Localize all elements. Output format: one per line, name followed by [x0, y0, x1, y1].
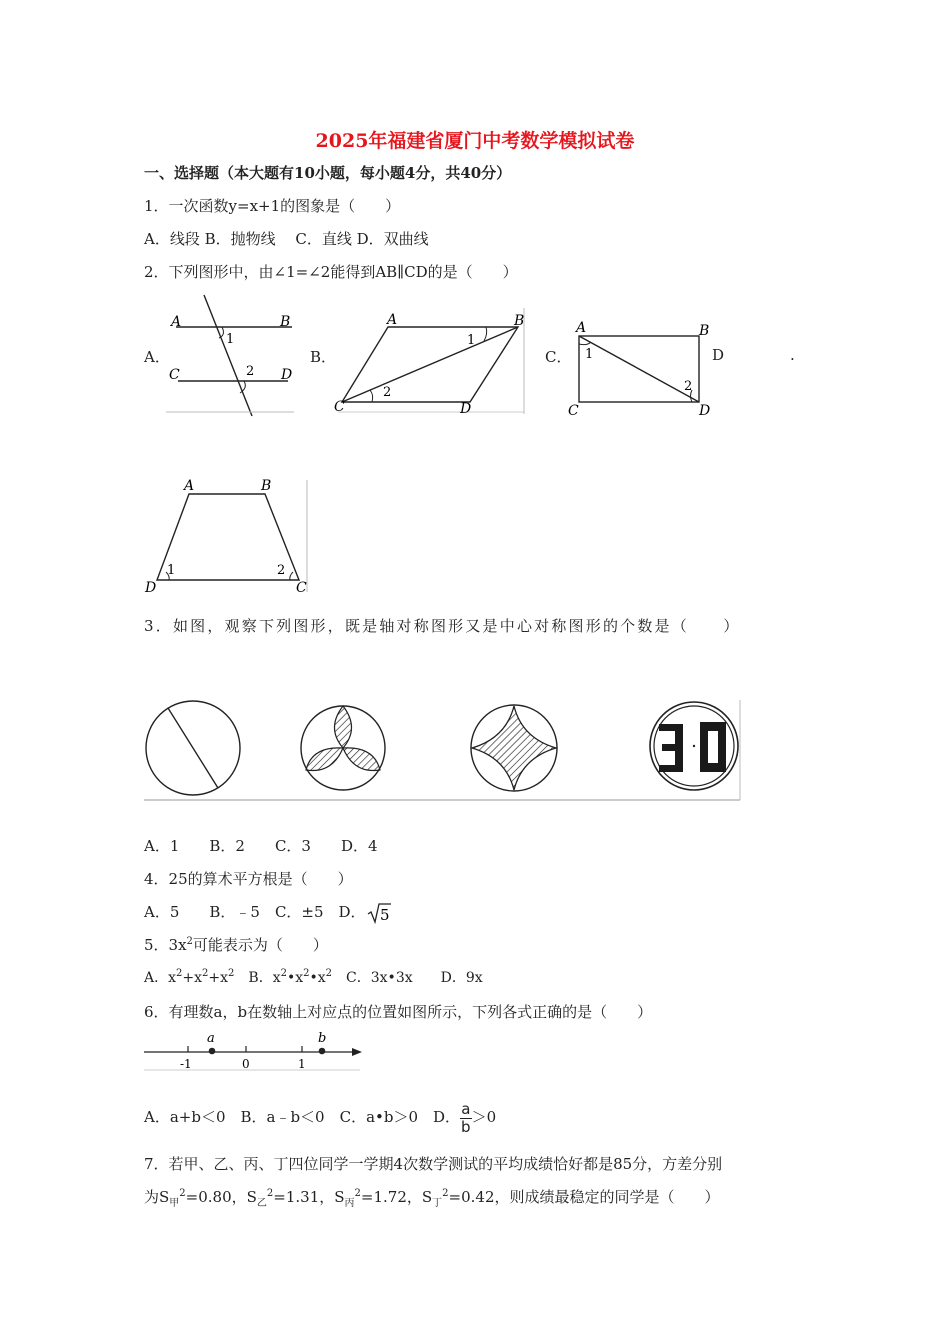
fraction-a-over-b: $\frac{a}{b}$	[461, 1099, 471, 1136]
q2b-point-c: C	[334, 399, 345, 415]
q3-four-point-star-circle	[471, 705, 557, 791]
question-1-options: A．线段 B．抛物线 C．直线 D．双曲线	[144, 230, 429, 248]
q2a-point-a: A	[171, 314, 182, 330]
q2-label-end-dot: .	[790, 346, 795, 364]
q3-figures	[142, 698, 744, 804]
q2c-point-a: A	[576, 320, 587, 336]
q3-three-petal-circle	[301, 706, 385, 790]
question-5-options: A．$x^2+x^2+x^2$ B．$x^2•x^2•x^2$ C．3x•3x D．9x	[144, 968, 483, 986]
sqrt-symbol	[366, 902, 392, 924]
q2-label-b: B．	[310, 348, 337, 366]
q6-tick-minus-1: -1	[180, 1057, 192, 1071]
q2d-point-d: D	[145, 580, 157, 596]
q2c-angle-1: 1	[585, 347, 594, 362]
q2b-point-a: A	[387, 312, 398, 328]
q2b-point-b: B	[514, 313, 525, 329]
q6-point-a: a	[207, 1031, 215, 1046]
q2a-angle-2: 2	[246, 364, 255, 379]
question-6-options: A．a+b＜0 B．a﹣b＜0 C．a•b＞0 D． $\frac{a}{b}$ ＞0	[144, 1099, 497, 1136]
q2a-point-c: C	[169, 367, 180, 383]
q2-figure-d	[144, 476, 314, 596]
q2-label-c: C．	[545, 348, 572, 366]
q3-circle-with-chord	[146, 701, 240, 795]
q2b-point-d: D	[460, 401, 472, 417]
q2b-angle-2: 2	[383, 385, 392, 400]
question-5-stem: 5．$3x^2$可能表示为（ ）	[144, 936, 328, 954]
q6-tick-1: 1	[298, 1057, 306, 1071]
q2-label-d: D	[712, 346, 725, 364]
q6-point-b: b	[318, 1031, 327, 1046]
q2d-angle-1: 1	[167, 563, 176, 578]
q2-figure-c	[566, 318, 716, 418]
question-7-stem-line1: 7．若甲、乙、丙、丁四位同学一学期4次数学测试的平均成绩恰好都是85分，方差分别	[144, 1155, 723, 1173]
q2c-point-c: C	[568, 403, 579, 418]
q2d-point-c: C	[296, 580, 307, 596]
question-4-stem: 4．25的算术平方根是（ ）	[144, 870, 353, 888]
section-heading: 一、选择题（本大题有10小题，每小题4分，共40分）	[144, 164, 512, 182]
page-title: 2025年福建省厦门中考数学模拟试卷	[315, 130, 635, 152]
q2a-point-d: D	[281, 367, 293, 383]
q6-number-line	[142, 1030, 364, 1074]
question-3-options: A．1 B．2 C．3 D．4	[144, 837, 378, 855]
q2a-point-b: B	[280, 314, 291, 330]
q3-fig4-text: 30	[142, 698, 144, 699]
q2c-point-b: B	[699, 323, 710, 339]
q2d-angle-2: 2	[277, 563, 286, 578]
q2a-angle-1: 1	[226, 332, 235, 347]
q2d-point-b: B	[261, 478, 272, 494]
question-6-stem: 6．有理数a，b在数轴上对应点的位置如图所示，下列各式正确的是（ ）	[144, 1003, 653, 1021]
q2-figure-a	[160, 292, 300, 418]
question-4-options: A．5 B．﹣5 C．±5 D． 5	[144, 902, 392, 924]
q2c-point-d: D	[699, 403, 711, 418]
q2-label-a: A．	[144, 348, 170, 366]
sqrt-radicand: 5	[379, 906, 390, 924]
q2d-point-a: A	[184, 478, 195, 494]
q6-tick-0: 0	[242, 1057, 250, 1071]
question-7-stem-line2: 为$S_甲^2=0.80$，$S_乙^2=1.31$，$S_丙^2=1.72$，$S_丁^2=0.42$，则成绩最稳定的同学是（ ）	[144, 1188, 720, 1209]
question-2-stem: 2．下列图形中，由∠1=∠2能得到AB∥CD的是（ ）	[144, 263, 518, 281]
q2b-angle-1: 1	[467, 333, 476, 348]
question-1-stem: 1．一次函数y=x+1的图象是（ ）	[144, 197, 401, 215]
question-3-stem: 3．如图，观察下列图形，既是轴对称图形又是中心对称图形的个数是（ ）	[144, 617, 741, 635]
q2-figure-b	[330, 306, 530, 418]
q2c-angle-2: 2	[684, 379, 693, 394]
